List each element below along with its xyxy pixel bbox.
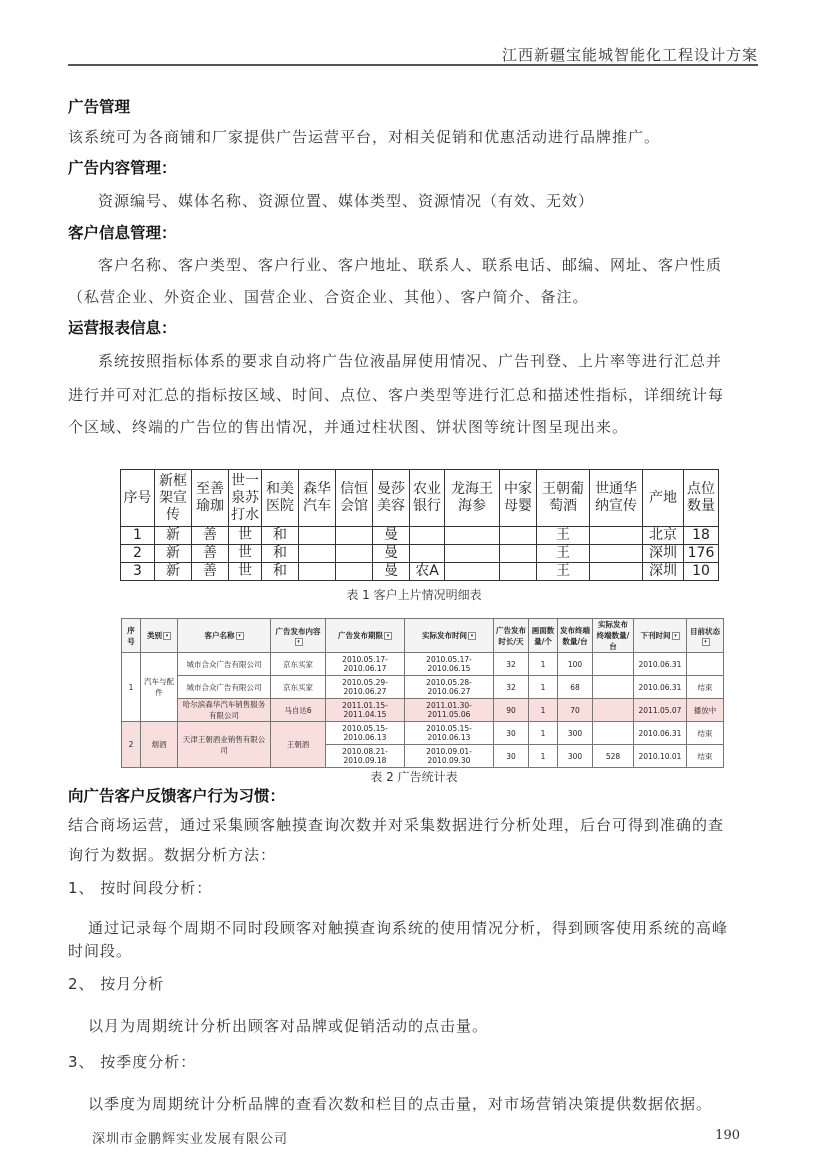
table1-cell: 2 — [121, 545, 155, 563]
table2-cell: 哈尔滨森华汽车销售服务有限公司 — [178, 699, 271, 722]
table1-body — [121, 527, 719, 581]
table2-cell: 2010.05.15-2010.06.13 — [326, 722, 405, 745]
table2-cell: 30 — [494, 722, 529, 745]
table1-cell: 新 — [155, 527, 192, 545]
report-text-3: 个区域、终端的广告位的售出情况，并通过柱状图、饼状图等统计图呈现出来。 — [68, 418, 629, 436]
table2-cell — [593, 653, 634, 676]
table1-header: 王朝葡萄酒 — [537, 470, 590, 527]
header-divider — [68, 64, 758, 66]
upper-content — [68, 92, 758, 442]
filter-dropdown-icon[interactable]: ▾ — [702, 638, 710, 646]
table2-header: 目前状态▾ — [687, 619, 724, 653]
table1-cell: 和 — [262, 563, 299, 581]
filter-dropdown-icon[interactable]: ▾ — [295, 638, 303, 646]
table1-cell: 曼 — [373, 545, 410, 563]
table1-header: 世通华纳宣传 — [590, 470, 643, 527]
table1-cell: 深圳 — [643, 545, 684, 563]
ad-mgmt-text: 该系统可为各商铺和厂家提供广告运营平台，对相关促销和优惠活动进行品牌推广。 — [68, 128, 661, 146]
table1-header: 序号 — [121, 470, 155, 527]
table1-cell: 和 — [262, 527, 299, 545]
table2-cell: 播放中 — [687, 699, 724, 722]
table2-cell: 城市合众广告有限公司 — [178, 653, 271, 676]
table2-cell: 马自达6 — [271, 699, 326, 722]
table1-header: 点位数量 — [684, 470, 719, 527]
table2-cell: 2010.06.31 — [634, 722, 687, 745]
table1-header: 世一泉苏打水 — [229, 470, 262, 527]
table1-header: 森华汽车 — [299, 470, 336, 527]
table1-row — [121, 545, 719, 563]
ad-statistics-table-wrap — [121, 618, 724, 768]
table2-cell: 70 — [558, 699, 593, 722]
table2-cell: 天津王朝酒业销售有限公司 — [178, 722, 271, 768]
table1-cell — [410, 545, 445, 563]
table2-cell: 结束 — [687, 745, 724, 768]
table1-cell — [299, 527, 336, 545]
table1-cell — [590, 545, 643, 563]
customer-mgmt-text-1: 客户名称、客户类型、客户行业、客户地址、联系人、联系电话、邮编、网址、客户性质 — [98, 256, 723, 274]
filter-dropdown-icon[interactable]: ▾ — [236, 632, 244, 640]
table2-cell: 1 — [529, 676, 558, 699]
table2-body — [122, 653, 724, 768]
table2-cell: 1 — [122, 653, 141, 722]
report-heading: 运营报表信息： — [68, 319, 177, 337]
table1-cell: 王 — [537, 527, 590, 545]
table2-cell: 2010.10.01 — [634, 745, 687, 768]
table1-cell: 农A — [410, 563, 445, 581]
table2-cell — [593, 722, 634, 745]
ad-mgmt-heading: 广告管理 — [68, 98, 131, 116]
document-header-title: 江西新疆宝能城智能化工程设计方案 — [501, 46, 758, 64]
table1-cell — [336, 563, 373, 581]
table2-cell: 汽车与配件 — [141, 653, 178, 722]
table1-cell: 深圳 — [643, 563, 684, 581]
filter-dropdown-icon[interactable]: ▾ — [384, 632, 392, 640]
table1-cell — [590, 527, 643, 545]
table1-cell — [336, 527, 373, 545]
table1-cell — [500, 563, 537, 581]
content-mgmt-heading: 广告内容管理： — [68, 159, 177, 177]
feedback-intro-2: 询行为数据。数据分析方法： — [68, 846, 277, 864]
table1-header: 产地 — [643, 470, 684, 527]
table2-header: 广告发布时长/天 — [494, 619, 529, 653]
table2-cell — [593, 676, 634, 699]
table2-cell: 300 — [558, 722, 593, 745]
table2-cell: 王朝酒 — [271, 722, 326, 768]
table2-header: 发布终端数量/台 — [558, 619, 593, 653]
table1-cell: 王 — [537, 545, 590, 563]
table2-cell: 城市合众广告有限公司 — [178, 676, 271, 699]
table1-cell: 新 — [155, 563, 192, 581]
report-text-1: 系统按照指标体系的要求自动将广告位液晶屏使用情况、广告刊登、上片率等进行汇总并 — [98, 352, 723, 370]
table1-header: 龙海王海参 — [445, 470, 500, 527]
table2-header: 下刊时间 ▾ — [634, 619, 687, 653]
table2-header: 客户名称 ▾ — [178, 619, 271, 653]
table1-cell — [299, 545, 336, 563]
table2-cell: 68 — [558, 676, 593, 699]
method-1-text-2: 时间段。 — [68, 942, 133, 960]
table2-cell: 2010.08.21-2010.09.18 — [326, 745, 405, 768]
customer-mgmt-text-2: （私营企业、外资企业、国营企业、合资企业、其他）、客户简介、备注。 — [68, 288, 589, 306]
table1-cell: 善 — [192, 563, 229, 581]
table2-cell: 2010.06.31 — [634, 676, 687, 699]
table2-cell: 京东买家 — [271, 676, 326, 699]
table2-cell: 1 — [529, 745, 558, 768]
table2-cell: 2010.05.17-2010.06.17 — [326, 653, 405, 676]
table2-cell: 30 — [494, 745, 529, 768]
table2-header: 广告发布期限 ▾ — [326, 619, 405, 653]
lower-content — [68, 782, 758, 1114]
table1-cell — [590, 563, 643, 581]
table1-cell — [410, 527, 445, 545]
table2-cell: 300 — [558, 745, 593, 768]
table2-cell: 京东买家 — [271, 653, 326, 676]
table1-cell: 3 — [121, 563, 155, 581]
table1-cell: 和 — [262, 545, 299, 563]
table1-cell — [445, 563, 500, 581]
table1-cell: 善 — [192, 545, 229, 563]
filter-dropdown-icon[interactable]: ▾ — [163, 632, 171, 640]
table2-cell: 1 — [529, 699, 558, 722]
table1-header: 和美医院 — [262, 470, 299, 527]
method-2-text: 以月为周期统计分析出顾客对品牌或促销活动的点击量。 — [88, 1017, 489, 1035]
table1-header: 新框架宣传 — [155, 470, 192, 527]
customer-placement-table-wrap — [120, 469, 719, 581]
table2-cell: 2010.09.01-2010.09.30 — [405, 745, 494, 768]
table2-header: 实际发布时间 ▾ — [405, 619, 494, 653]
table2-cell: 2010.05.15-2010.06.13 — [405, 722, 494, 745]
table2-header-row — [122, 619, 724, 653]
table2-cell: 2010.05.17-2010.06.15 — [405, 653, 494, 676]
table1-cell: 世 — [229, 563, 262, 581]
table1-cell: 曼 — [373, 563, 410, 581]
table2-cell — [593, 699, 634, 722]
table1-cell — [500, 545, 537, 563]
table2-row — [122, 653, 724, 676]
table2-header: 类别 ▾ — [141, 619, 178, 653]
table2-cell: 2010.05.28-2010.06.27 — [405, 676, 494, 699]
table1-cell — [445, 527, 500, 545]
table2-cell: 2010.06.31 — [634, 653, 687, 676]
table1-cell: 北京 — [643, 527, 684, 545]
table2-header: 序号 — [122, 619, 141, 653]
table2-header: 实际发布终端数量/台 — [593, 619, 634, 653]
table2-row — [122, 722, 724, 745]
table2-cell: 结束 — [687, 722, 724, 745]
table1-cell: 王 — [537, 563, 590, 581]
table1-cell: 曼 — [373, 527, 410, 545]
page-number: 190 — [715, 1128, 740, 1143]
table1-cell: 世 — [229, 545, 262, 563]
table2-cell: 1 — [529, 722, 558, 745]
content-mgmt-text: 资源编号、媒体名称、资源位置、媒体类型、资源情况（有效、无效） — [98, 192, 595, 210]
table2-header: 广告发布内容▾ — [271, 619, 326, 653]
filter-dropdown-icon[interactable]: ▾ — [672, 632, 680, 640]
table1-row — [121, 527, 719, 545]
table2-cell: 100 — [558, 653, 593, 676]
table1-cell: 1 — [121, 527, 155, 545]
report-text-2: 进行并可对汇总的指标按区域、时间、点位、客户类型等进行汇总和描述性指标，详细统计每 — [68, 386, 725, 404]
table1-cell: 世 — [229, 527, 262, 545]
table2-cell: 32 — [494, 676, 529, 699]
feedback-intro-1: 结合商场运营，通过采集顾客触摸查询次数并对采集数据进行分析处理，后台可得到准确的查 — [68, 816, 725, 834]
table2-cell: 32 — [494, 653, 529, 676]
table2-cell — [687, 653, 724, 676]
table1-caption: 表 1 客户上片情况明细表 — [346, 588, 482, 602]
table2-cell: 1 — [529, 653, 558, 676]
table1-header: 曼莎美容 — [373, 470, 410, 527]
table1-cell — [299, 563, 336, 581]
customer-mgmt-heading: 客户信息管理： — [68, 224, 177, 242]
ad-statistics-table — [121, 618, 724, 768]
table1-cell — [500, 527, 537, 545]
table2-row — [122, 676, 724, 699]
table1-cell: 善 — [192, 527, 229, 545]
table1-cell: 新 — [155, 545, 192, 563]
table1-cell — [445, 545, 500, 563]
method-1-text-1: 通过记录每个周期不同时段顾客对触摸查询系统的使用情况分析，得到顾客使用系统的高峰 — [88, 919, 729, 937]
table2-cell: 528 — [593, 745, 634, 768]
footer-company: 深圳市金鹏辉实业发展有限公司 — [92, 1132, 289, 1147]
table1-cell: 176 — [684, 545, 719, 563]
table2-row — [122, 699, 724, 722]
table1-header: 中家母婴 — [500, 470, 537, 527]
method-1-title: 1、 按时间段分析： — [68, 879, 213, 897]
table2-cell: 2 — [122, 722, 141, 768]
method-3-title: 3、 按季度分析： — [68, 1053, 197, 1071]
feedback-heading: 向广告客户反馈客户行为习惯： — [68, 787, 286, 805]
method-3-text: 以季度为周期统计分析品牌的查看次数和栏目的点击量，对市场营销决策提供数据依据。 — [88, 1095, 713, 1113]
table2-cell: 烟酒 — [141, 722, 178, 768]
table2-caption: 表 2 广告统计表 — [370, 770, 458, 784]
table2-cell: 2011.05.07 — [634, 699, 687, 722]
method-2-title: 2、 按月分析 — [68, 975, 165, 993]
table2-cell: 2011.01.15-2011.04.15 — [326, 699, 405, 722]
table1-header: 农业银行 — [410, 470, 445, 527]
table1-header: 信恒会馆 — [336, 470, 373, 527]
table1-cell — [336, 545, 373, 563]
table2-cell: 2011.01.30-2011.05.06 — [405, 699, 494, 722]
table1-cell: 18 — [684, 527, 719, 545]
table1-header: 至善瑜珈 — [192, 470, 229, 527]
table1-cell: 10 — [684, 563, 719, 581]
customer-placement-table — [120, 469, 719, 581]
table2-header: 画面数量/个 — [529, 619, 558, 653]
table2-cell: 2010.05.29-2010.06.27 — [326, 676, 405, 699]
table2-cell: 结束 — [687, 676, 724, 699]
table1-row — [121, 563, 719, 581]
table2-cell: 90 — [494, 699, 529, 722]
table1-header-row — [121, 470, 719, 527]
filter-dropdown-icon[interactable]: ▾ — [468, 632, 476, 640]
